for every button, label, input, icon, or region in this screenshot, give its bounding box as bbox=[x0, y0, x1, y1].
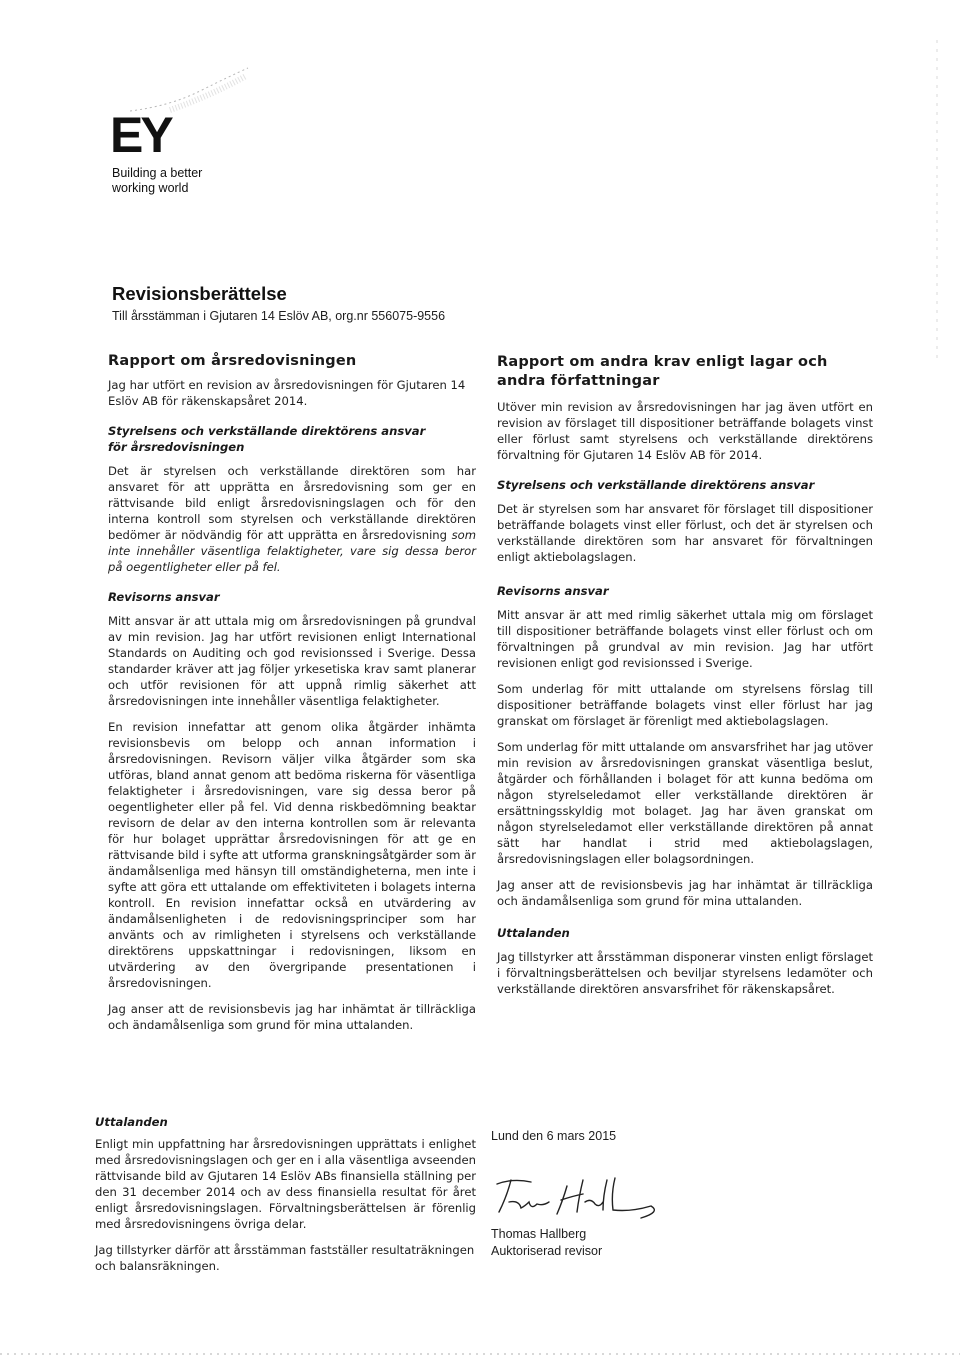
auditor-right-p3: Som underlag för mitt uttalande om ansvarsfrihet har jag utöver min revision av årsredovisningen granskat väsentliga beslut, åtgärder och förhållanden i bolaget för att kunna bedöma om någon styrelseledamot eller verkställande direktören är ersättningsskyldig mot bolaget. Jag har även granskat om någon styrelseledamot eller verkställande direktören på annat sätt har handlat i strid med aktiebolagslagen, årsredovisningslagen eller bolagsordningen. bbox=[497, 740, 873, 866]
handwritten-signature bbox=[491, 1172, 671, 1222]
scan-edge-mark bbox=[936, 40, 938, 360]
board-responsibility-text-italic: som inte innehåller väsentliga felaktigheter, vare sig dessa beror på oegentligheter eller på fel. bbox=[108, 528, 476, 574]
board-responsibility-text-main: Det är styrelsen och verkställande direktören som har ansvaret för att upprätta en årsredovisning som ger en rättvisande bild enligt årsredovisningslagen och för den interna kontroll som styrelsen och verkställande direktören bedömer är nödvändig för att upprätta en årsredovisning bbox=[108, 464, 476, 542]
auditor-responsibility-heading-right: Revisorns ansvar bbox=[497, 584, 609, 598]
board-responsibility-text-right: Det är styrelsen som har ansvaret för förslaget till dispositioner beträffande bolagets vinst eller förlust, och det är styrelsen och verkställande direktören som har ansvaret för förvaltningen enligt aktiebolagslagen. bbox=[497, 502, 873, 564]
board-responsibility-heading-right: Styrelsens och verkställande direktörens ansvar bbox=[497, 478, 815, 492]
board-responsibility-text bbox=[108, 463, 476, 575]
section-title-other-requirements: Rapport om andra krav enligt lagar och andra författningar bbox=[497, 354, 828, 389]
document-recipient: Till årsstämman i Gjutaren 14 Eslöv AB, org.nr 556075-9556 bbox=[112, 309, 446, 323]
opinion-right-p1: Jag tillstyrker att årsstämman disponerar vinsten enligt förslaget i förvaltningsberättelsen och beviljar styrelsens ledamöter och verkställande direktören ansvarsfrihet för räkenskapsåret. bbox=[497, 950, 874, 996]
opinion-left-p1: Enligt min uppfattning har årsredovisningen upprättats i enlighet med årsredovisningslagen och ger en i alla väsentliga avseenden rättvisande bild av Gjutaren 14 Eslöv ABs finansiella ställning per den 31 december 2014 och av dess finansiella resultat för året enligt årsredovisningslagen. Förvaltningsberättelsen är förenlig med årsredovisningens övriga delar. bbox=[95, 1137, 476, 1231]
board-responsibility-heading: Styrelsens och verkställande direktörens ansvar för årsredovisningen bbox=[108, 424, 426, 454]
tagline-line-1: Building a better bbox=[112, 166, 203, 180]
section-title-annual-report: Rapport om årsredovisningen bbox=[108, 353, 357, 369]
right-column bbox=[497, 353, 873, 997]
opinion-heading-right: Uttalanden bbox=[497, 926, 570, 940]
auditor-role: Auktoriserad revisor bbox=[491, 1244, 603, 1258]
auditor-responsibility-p1: Mitt ansvar är att uttala mig om årsredovisningen på grundval av min revision. Jag har utfört revisionen enligt International Standards on Auditing och god revisionssed i Sverige. Dessa standarder kräver att jag följer yrkesetiska krav samt planerar och utför revisionen för att uppnå rimlig säkerhet att årsredovisningen inte innehåller väsentliga felaktigheter. bbox=[108, 614, 476, 708]
scan-bottom-noise bbox=[0, 1352, 960, 1356]
auditor-name: Thomas Hallberg bbox=[491, 1227, 587, 1241]
auditor-right-p2: Som underlag för mitt uttalande om styrelsens förslag till dispositioner beträffande bolagets vinst eller förlust har jag granskat om förslaget är förenligt med aktiebolagslagen. bbox=[497, 682, 873, 728]
place-and-date: Lund den 6 mars 2015 bbox=[491, 1129, 617, 1143]
document-title: Revisionsberättelse bbox=[112, 283, 287, 304]
ey-tagline bbox=[112, 166, 202, 196]
opinion-left-p2: Jag tillstyrker därför att årsstämman fastställer resultaträkningen och balansräkningen. bbox=[95, 1243, 475, 1273]
auditor-right-p4: Jag anser att de revisionsbevis jag har inhämtat är tillräckliga och ändamålsenliga som grund för mina uttalanden. bbox=[497, 878, 873, 908]
left-column bbox=[108, 352, 476, 1033]
auditor-responsibility-heading: Revisorns ansvar bbox=[108, 590, 220, 604]
annual-report-intro: Jag har utfört en revision av årsredovisningen för Gjutaren 14 Eslöv AB för räkenskapsåret 2014. bbox=[108, 378, 466, 408]
auditor-responsibility-p2: En revision innefattar att genom olika åtgärder inhämta revisionsbevis om belopp och annan information i årsredovisningen. Revisorn väljer vilka åtgärder som ska utföras, bland annat genom att bedöma riskerna för väsentliga felaktigheter i årsredovisningen, vare sig dessa beror på oegentligheter eller på fel. Vid denna riskbedömning beaktar revisorn de delar av den interna kontrollen som är relevanta för hur bolaget upprättar årsredovisningen för att ge en rättvisande bild i syfte att utforma granskningsåtgärder som är ändamålsenliga med hänsyn till omständigheterna, men inte i syfte att göra ett uttalande om effektiviteten i bolagets interna kontroll. En revision innefattar också en utvärdering av ändamålsenligheten i de redovisningsprinciper som har använts och av rimligheten i styrelsens och verkställande direktörens uppskattningar i redovisningen, liksom en utvärdering av den övergripande presentationen i årsredovisningen. bbox=[108, 720, 476, 990]
ey-wordmark: EY bbox=[110, 107, 171, 163]
ey-logo bbox=[110, 107, 203, 196]
auditor-right-p1: Mitt ansvar är att med rimlig säkerhet uttala mig om förslaget till dispositioner beträffande bolagets vinst eller förlust och om förvaltningen på grundval av min revision. Jag har utfört revisionen enligt god revisionssed i Sverige. bbox=[497, 608, 873, 670]
tagline-line-2: working world bbox=[112, 181, 189, 195]
auditor-responsibility-p3: Jag anser att de revisionsbevis jag har inhämtat är tillräckliga och ändamålsenliga som grund för mina uttalanden. bbox=[108, 1002, 476, 1032]
other-requirements-intro: Utöver min revision av årsredovisningen har jag även utfört en revision av förslaget till dispositioner beträffande bolagets vinst eller förlust samt styrelsens och verkställande direktörens förvaltning för Gjutaren 14 Eslöv AB för 2014. bbox=[497, 400, 873, 462]
opinion-heading-left: Uttalanden bbox=[95, 1115, 168, 1129]
signature-block bbox=[491, 1128, 741, 1260]
left-opinion-block bbox=[95, 1114, 476, 1274]
